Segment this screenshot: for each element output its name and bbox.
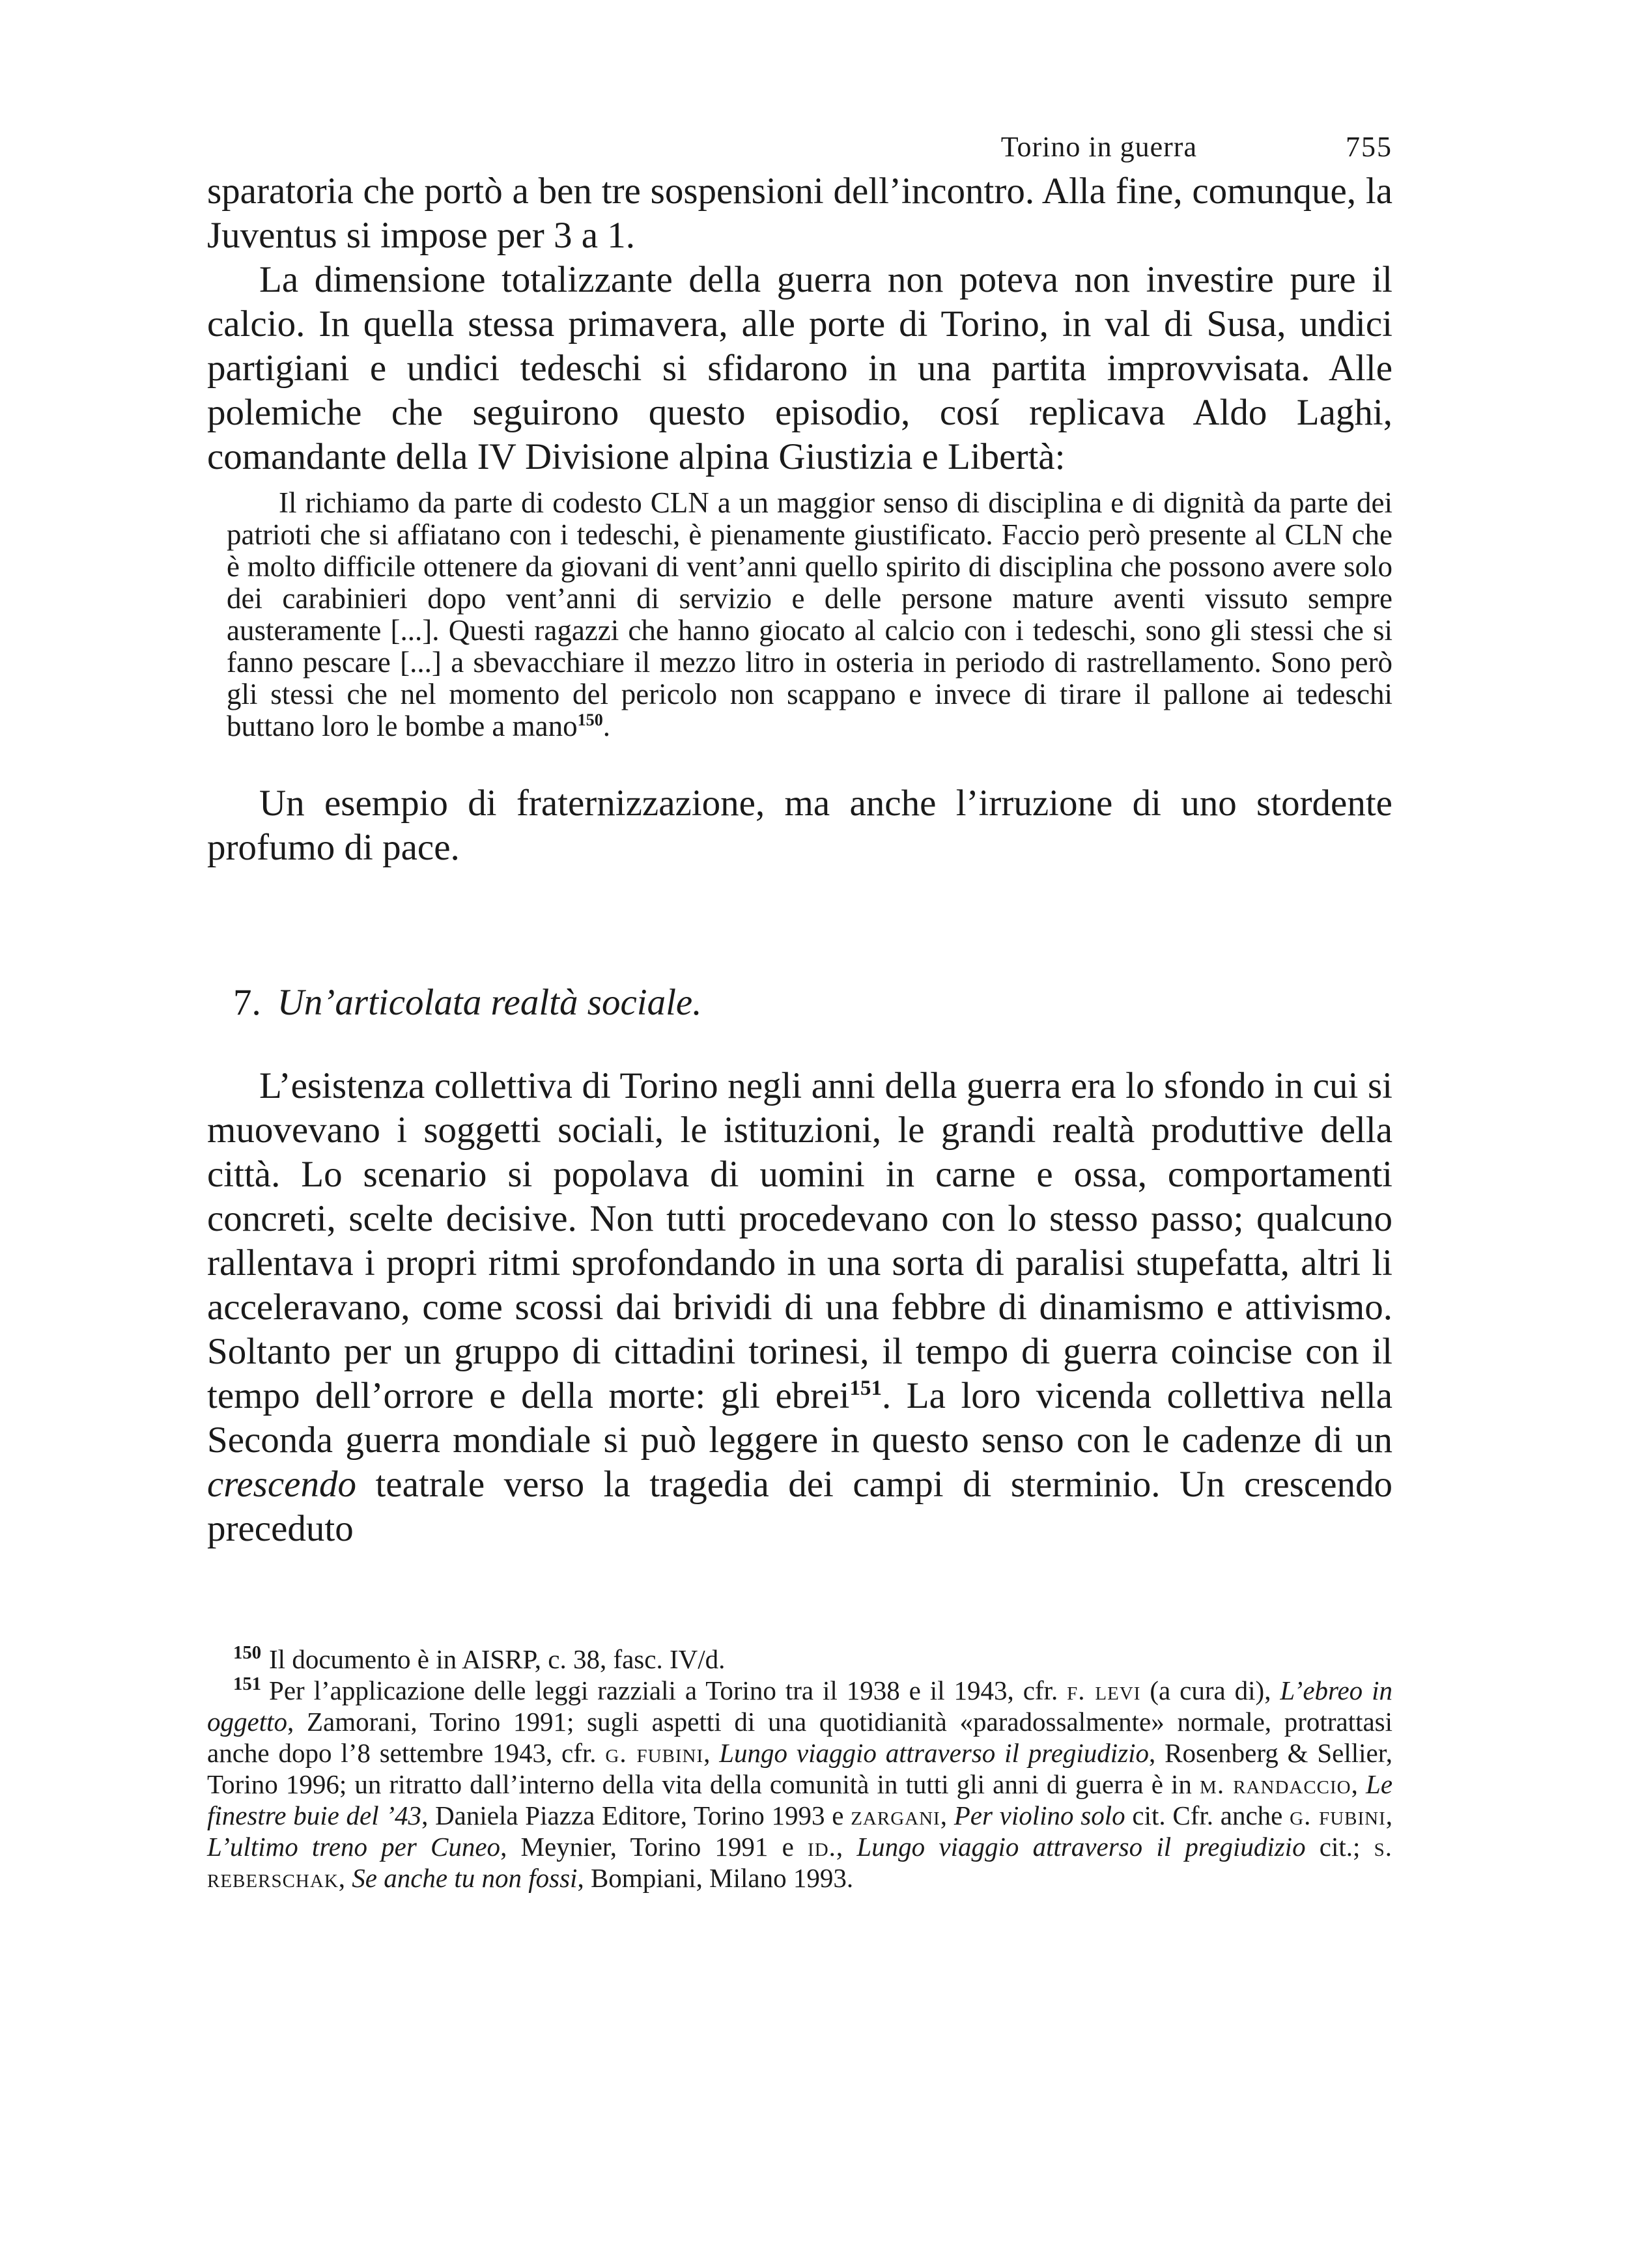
book-page: [207, 124, 1392, 1894]
paragraph-4-part-c: teatrale verso la tragedia dei campi di sterminio. Un crescendo preceduto: [207, 1464, 1392, 1549]
footnote-text: ,: [338, 1863, 352, 1893]
footnote-text: , Bompiani, Milano 1993.: [577, 1863, 854, 1893]
paragraph-3: Un esempio di fraternizzazione, ma anche l’irruzione di uno stordente profumo di pace.: [207, 783, 1392, 868]
footnote-text: cit. Cfr. anche: [1125, 1800, 1290, 1830]
author-name: g. fubini: [1290, 1800, 1386, 1830]
author-name: f. levi: [1067, 1675, 1141, 1705]
paragraph-4-part-a: L’esistenza collettiva di Torino negli anni della guerra era lo sfondo in cui si muovevano i soggetti sociali, le istituzioni, le grandi realtà produttive della città. Lo scenario si popolava di uomini in carne e ossa, comportamenti concreti, scelte decisive. Non tutti procedevano con lo stesso passo; qualcuno rallentava i propri ritmi sprofondando in una sorta di paralisi stupefatta, altri li acceleravano, come scossi dai brividi di una febbre di dinamismo e attivismo. Soltanto per un gruppo di cittadini torinesi, il tempo di guerra coincise con il tempo dell’orrore e della morte: gli ebrei: [207, 1065, 1392, 1416]
section-heading: [207, 981, 1392, 1025]
author-name: id.: [808, 1832, 836, 1862]
quote-end: .: [602, 710, 611, 742]
footnote-text: , Daniela Piazza Editore, Torino 1993 e: [421, 1800, 851, 1830]
author-name: m. randaccio: [1200, 1769, 1351, 1799]
paragraph-2: La dimensione totalizzante della guerra non poteva non investire pure il calcio. In quella stessa primavera, alle porte di Torino, in val di Susa, undici partigiani e undici tedeschi si sfidarono in una partita improvvisata. Alle polemiche che seguirono questo episodio, cosí replicava Aldo Laghi, comandante della IV Divisione alpina Giustizia e Libertà:: [207, 259, 1392, 477]
paragraph-4-italic: crescendo: [207, 1464, 356, 1505]
footnote-text: ,: [940, 1800, 954, 1830]
footnote-ref-151[interactable]: 151: [849, 1377, 882, 1400]
author-name: zargani: [851, 1800, 940, 1830]
footnote-text: ,: [836, 1832, 857, 1862]
footnote-number: 151: [233, 1673, 262, 1695]
footnote-text: ,: [703, 1738, 720, 1768]
footnote-151: [207, 1675, 1392, 1894]
paragraph-4: [207, 1064, 1392, 1551]
footnote-number: 150: [233, 1642, 262, 1664]
page-number: 755: [1346, 131, 1392, 163]
running-head: [207, 124, 1392, 169]
footnote-text: , Rosenberg & Sellier, Torino 1996; un ritratto dall’interno della vita della comunità in tutti gli anni di guerra è in: [207, 1738, 1392, 1799]
section-title: Un’articolata realtà sociale.: [277, 982, 702, 1023]
book-title: Le finestre buie del ’43: [207, 1769, 1393, 1830]
paragraph-4-part-b: . La loro vicenda collettiva nella Seconda guerra mondiale si può leggere in questo senso con le cadenze di un: [207, 1375, 1392, 1461]
author-name: s. reberschak: [207, 1832, 1393, 1893]
footnote-text: (a cura di),: [1140, 1675, 1280, 1705]
footnote-150: [207, 1644, 1392, 1675]
book-title: Lungo viaggio attraverso il pregiudizio: [719, 1738, 1150, 1768]
paragraph-1: sparatoria che portò a ben tre sospensioni dell’incontro. Alla fine, comunque, la Juventus si impose per 3 a 1.: [207, 171, 1392, 256]
block-quote: [227, 487, 1392, 742]
quote-text: Il richiamo da parte di codesto CLN a un maggior senso di disciplina e di dignità da parte dei patrioti che si affiatano con i tedeschi, è pienamente giustificato. Faccio però presente al CLN che è molto difficile ottenere da giovani di vent’anni quello spirito di disciplina che possono avere solo dei carabinieri dopo vent’anni di servizio e delle persone mature aventi vissuto sempre austeramente [...]. Questi ragazzi che hanno giocato al calcio con i tedeschi, sono gli stessi che si fanno pescare [...] a sbevacchiare il mezzo litro in osteria in periodo di rastrellamento. Sono però gli stessi che nel momento del pericolo non scappano e invece di tirare il pallone ai tedeschi buttano loro le bombe a mano: [227, 486, 1392, 742]
footnote-text: cit.;: [1305, 1832, 1374, 1862]
book-title: L’ebreo in oggetto: [207, 1675, 1392, 1737]
footnote-text: ,: [1385, 1800, 1393, 1830]
footnote-text: , Meynier, Torino 1991 e: [500, 1832, 808, 1862]
footnote-text: ,: [1351, 1769, 1366, 1799]
section-number: 7.: [233, 982, 261, 1023]
footnote-ref-150[interactable]: 150: [577, 710, 603, 729]
book-title: L’ultimo treno per Cuneo: [207, 1832, 501, 1862]
book-title: Per violino solo: [954, 1800, 1125, 1830]
running-title: Torino in guerra: [1000, 131, 1197, 163]
footnote-text: Il documento è in AISRP, c. 38, fasc. IV/d.: [269, 1644, 726, 1674]
book-title: Lungo viaggio attraverso il pregiudizio: [856, 1832, 1306, 1862]
author-name: g. fubini: [605, 1738, 704, 1768]
footnote-text: Per l’applicazione delle leggi razziali a Torino tra il 1938 e il 1943, cfr.: [269, 1675, 1067, 1705]
footnotes: [207, 1644, 1392, 1894]
footnote-text: , Zamorani, Torino 1991; sugli aspetti di una quotidianità «paradossalmente» normale, protrattasi anche dopo l’8 settembre 1943, cfr.: [207, 1707, 1392, 1768]
book-title: Se anche tu non fossi: [352, 1863, 578, 1893]
